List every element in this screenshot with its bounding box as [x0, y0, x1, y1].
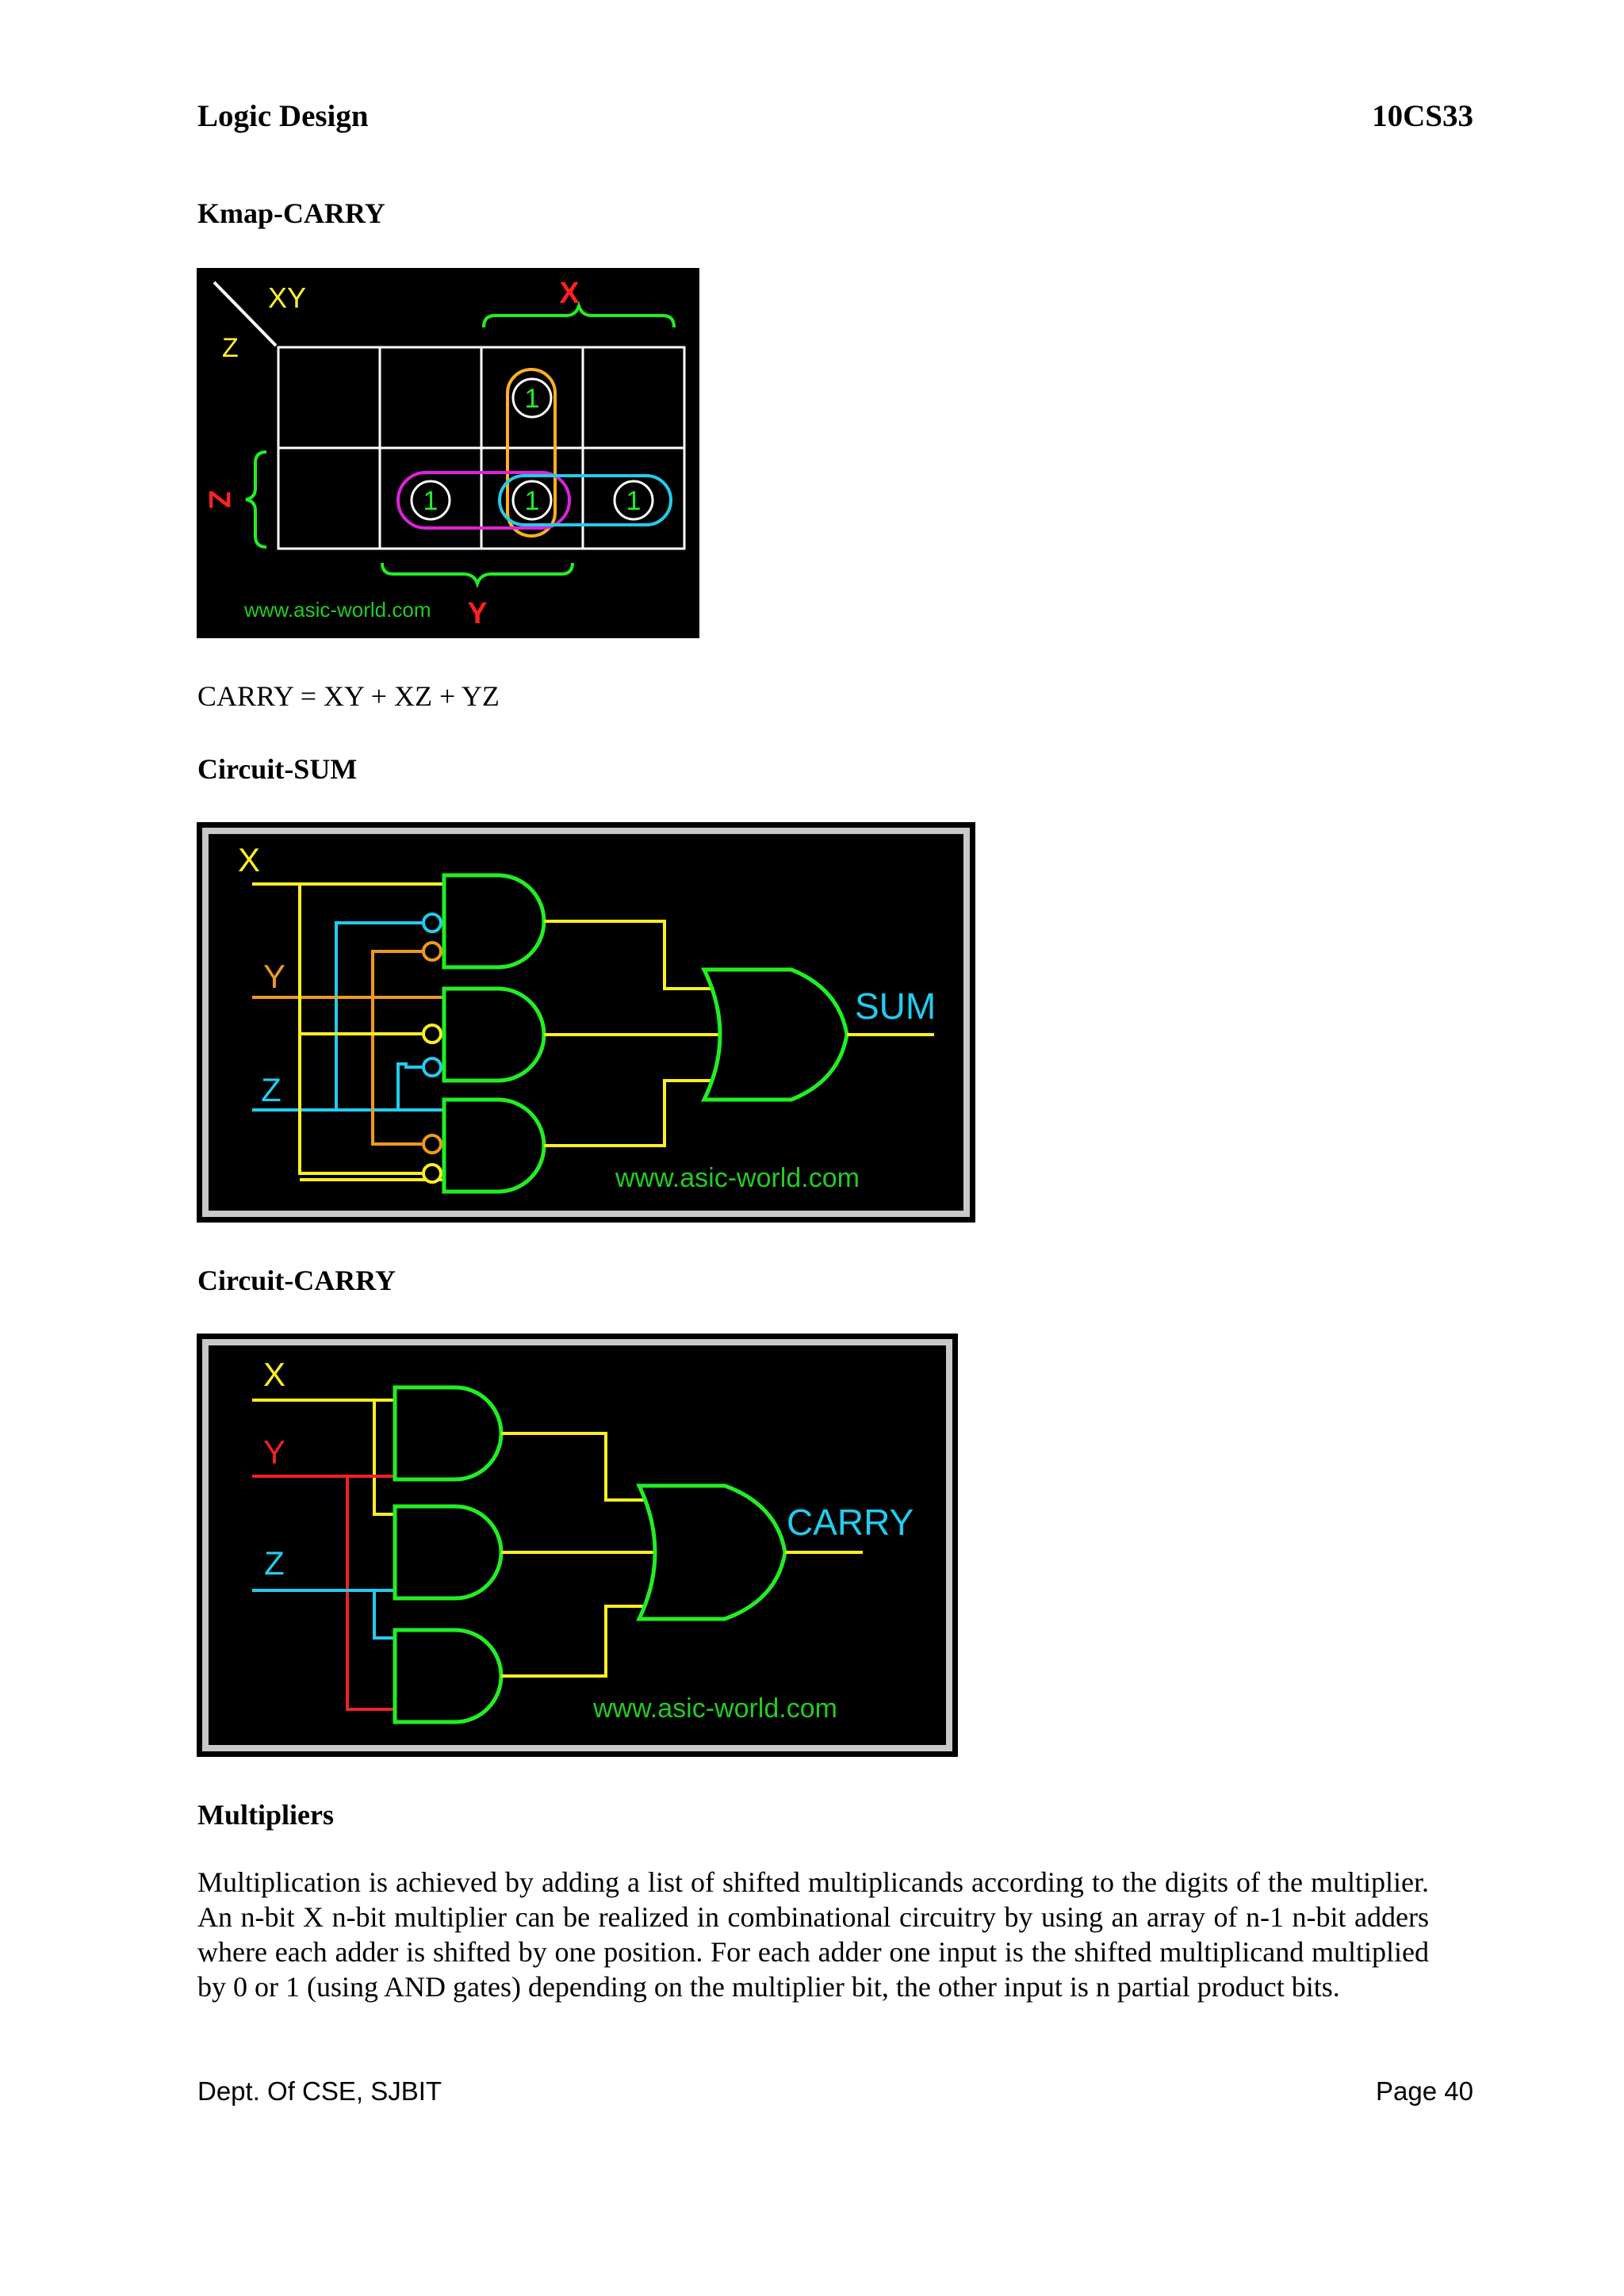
kmap-cell-r0c2: 1 — [524, 384, 540, 414]
kmap-watermark: www.asic-world.com — [244, 598, 431, 622]
circuit-sum-figure — [197, 822, 975, 1223]
kmap-carry-figure — [197, 268, 699, 638]
header-title: Logic Design — [197, 99, 369, 133]
circuit-carry-figure — [197, 1334, 958, 1757]
multipliers-paragraph: Multiplication is achieved by adding a list of shifted multiplicands according to the digits of the multiplier. An n-bit X n-bit multiplier can be realized in combinational circuitry by using an array of n-1 n-bit adders where each adder is shifted by one position. For each adder one input is the shifted multiplicand multiplied by 0 or 1 (using AND gates) depending on the multiplier bit, the other input is n partial product bits. — [197, 1866, 1429, 2003]
footer-department: Dept. Of CSE, SJBIT — [197, 2076, 442, 2106]
sum-input-z-label: Z — [261, 1071, 282, 1108]
carry-input-y-label: Y — [262, 1433, 286, 1471]
kmap-cell-r1c2: 1 — [524, 486, 540, 516]
circuit-carry-heading: Circuit-CARRY — [197, 1265, 396, 1296]
carry-watermark: www.asic-world.com — [593, 1693, 837, 1724]
multipliers-heading: Multipliers — [197, 1799, 334, 1831]
kmap-label-y: Y — [467, 597, 488, 630]
sum-input-y-label: Y — [262, 958, 286, 995]
sum-watermark: www.asic-world.com — [615, 1163, 860, 1193]
header-course-code: 10CS33 — [1372, 99, 1473, 133]
footer-page-number: Page 40 — [1376, 2076, 1473, 2106]
kmap-label-z: Z — [201, 490, 236, 509]
sum-and-gates — [444, 875, 544, 1192]
carry-input-x-label: X — [262, 1356, 286, 1393]
kmap-label-x: X — [559, 277, 580, 310]
kmap-cell-r1c3: 1 — [626, 486, 642, 516]
kmap-cell-r1c1: 1 — [423, 486, 439, 516]
kmap-carry-heading: Kmap-CARRY — [197, 197, 385, 229]
carry-and-gates — [395, 1387, 501, 1722]
carry-input-z-label: Z — [264, 1544, 285, 1582]
circuit-sum-heading: Circuit-SUM — [197, 753, 358, 785]
sum-output-label: SUM — [855, 985, 936, 1027]
sum-or-gate — [704, 970, 847, 1100]
kmap-corner-z: Z — [222, 333, 239, 363]
carry-output-label: CARRY — [787, 1502, 914, 1543]
kmap-corner-xy: XY — [268, 281, 307, 314]
carry-equation: CARRY = XY + XZ + YZ — [197, 680, 500, 712]
sum-input-x-label: X — [237, 841, 261, 878]
